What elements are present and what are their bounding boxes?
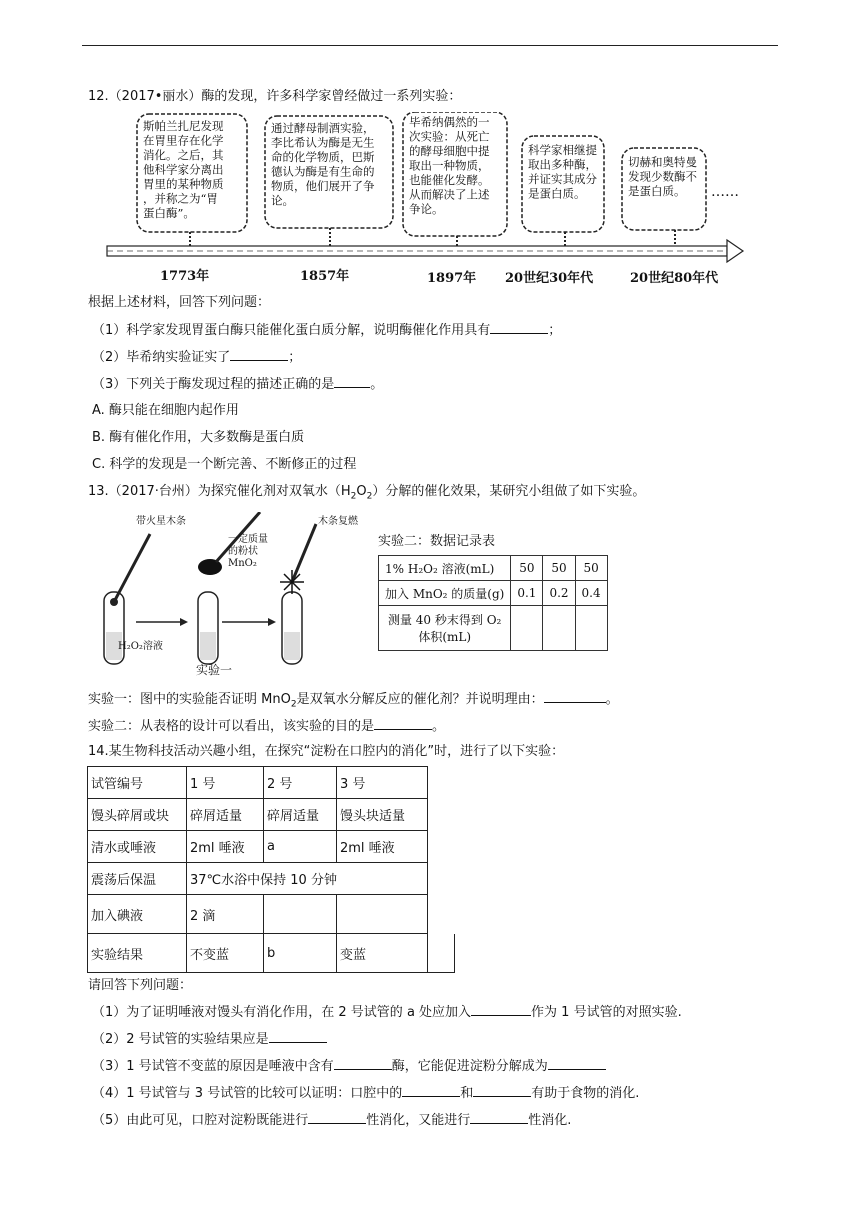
q14-sub5: （5）由此可见，口腔对淀粉既能进行 性消化，又能进行 性消化. xyxy=(92,1113,572,1128)
cell xyxy=(428,934,455,973)
label-mno2: 一定质量的粉状 MnO₂ xyxy=(228,534,268,569)
q12-intro: 根据上述材料，回答下列问题： xyxy=(88,295,271,310)
answer-blank[interactable] xyxy=(544,690,606,703)
q14-table xyxy=(87,766,455,973)
cell: 震荡后保温 xyxy=(88,863,187,895)
cell xyxy=(511,606,543,651)
answer-blank[interactable] xyxy=(490,321,548,334)
cell: 50 xyxy=(575,556,607,581)
year-1930s: 20世纪30年代 xyxy=(505,271,594,286)
q12-sub2: （2）毕希纳实验证实了 ； xyxy=(92,350,302,365)
timeline-ellipsis: …… xyxy=(711,184,739,200)
label-relit: 木条复燃 xyxy=(318,516,358,527)
year-1857: 1857年 xyxy=(300,269,350,284)
bubble-text-3: 毕希纳偶然的一次实验：从死亡的酵母细胞中提取出一种物质，也能催化发酵。从而解决了上述争论。 xyxy=(409,115,490,216)
answer-blank[interactable] xyxy=(230,348,288,361)
experiment-two-table-figure xyxy=(378,530,608,651)
cell: 碎屑适量 xyxy=(187,799,264,831)
cell xyxy=(264,895,337,934)
q14-sub2: （2）2 号试管的实验结果应是 xyxy=(92,1030,327,1049)
experiment-one-figure xyxy=(100,512,370,677)
cell: 清水或唾液 xyxy=(88,831,187,863)
q12-stem: 12.（2017•丽水）酶的发现，许多科学家曾经做过一系列实验： xyxy=(88,89,462,104)
data-record-table xyxy=(378,555,608,651)
answer-blank[interactable] xyxy=(548,1057,606,1070)
answer-blank[interactable] xyxy=(471,1003,531,1016)
flame-icon xyxy=(280,570,304,594)
cell xyxy=(543,606,575,651)
q13-stem: 13.（2017·台州）为探究催化剂对双氧水$(H_2O_2)$分解的催化效果，某研究小组做了如下实验。 xyxy=(88,484,646,502)
cell: 0.2 xyxy=(543,581,575,606)
cell: 50 xyxy=(543,556,575,581)
cell xyxy=(575,606,607,651)
timeline-arrowhead xyxy=(727,240,743,262)
row-label: 加入 MnO₂ 的质量(g) xyxy=(379,581,511,606)
header-rule xyxy=(82,45,778,46)
table-title: 实验二：数据记录表 xyxy=(378,534,496,549)
answer-blank[interactable] xyxy=(374,717,432,730)
q14-sub3: （3）1 号试管不变蓝的原因是唾液中含有 酶，它能促进淀粉分解成为 xyxy=(92,1057,606,1076)
glowing-splint-2 xyxy=(292,524,316,582)
year-1980s: 20世纪80年代 xyxy=(630,271,719,286)
q14-sub1: （1）为了证明唾液对馒头有消化作用，在 2 号试管的 a 处应加入 作为 1 号试管的对照实验. xyxy=(92,1005,682,1020)
cell: 加入碘液 xyxy=(88,895,187,934)
cell: 2 号 xyxy=(264,767,337,799)
q13-exp2: 实验二：从表格的设计可以看出，该实验的目的是 。 xyxy=(88,719,446,734)
cell: 37℃水浴中保持 10 分钟 xyxy=(187,863,428,895)
q12-option-c: C. 科学的发现是一个断完善、不断修正的过程 xyxy=(92,457,357,472)
bubble-text-4: 科学家相继提取出多种酶，并证实其成分是蛋白质。 xyxy=(528,143,597,201)
q12-option-a: A. 酶只能在细胞内起作用 xyxy=(92,403,239,418)
year-1773: 1773年 xyxy=(160,269,210,284)
row-label: 1% H₂O₂ 溶液(mL) xyxy=(379,556,511,581)
cell: b xyxy=(264,934,337,973)
answer-blank[interactable] xyxy=(402,1084,460,1097)
bubble-text-1: 斯帕兰扎尼发现在胃里存在化学消化。之后，其他科学家分离出胃里的某种物质，并称之为“胃蛋白酶”。 xyxy=(143,119,224,220)
cell: 实验结果 xyxy=(88,934,187,973)
cell: 2 滴 xyxy=(187,895,264,934)
answer-blank[interactable] xyxy=(334,375,370,388)
cell: 3 号 xyxy=(337,767,428,799)
answer-blank[interactable] xyxy=(334,1057,392,1070)
year-1897: 1897年 xyxy=(427,271,477,286)
bubble-text-5: 切赫和奥特曼发现少数酶不是蛋白质。 xyxy=(628,155,697,198)
cell: 1 号 xyxy=(187,767,264,799)
enzyme-timeline-figure xyxy=(105,112,745,292)
cell xyxy=(337,895,428,934)
label-h2o2: H₂O₂溶液 xyxy=(118,641,163,652)
cell: 馒头碎屑或块 xyxy=(88,799,187,831)
q13-exp1: 实验一：图中的实验能否证明 MnO$_2$是双氧水分解反应的催化剂？并说明理由： 。 xyxy=(88,692,619,710)
cell: 变蓝 xyxy=(337,934,428,973)
label-glowing-splint: 带火星木条 xyxy=(136,516,186,527)
q12-sub3: （3）下列关于酶发现过程的描述正确的是 。 xyxy=(92,377,384,392)
bubble-text-2: 通过酵母制酒实验，李比希认为酶是无生命的化学物质，巴斯德认为酶是有生命的物质，他们展开了争论。 xyxy=(271,121,375,208)
glowing-splint-1 xyxy=(114,534,150,602)
cell: 不变蓝 xyxy=(187,934,264,973)
q12-option-b: B. 酶有催化作用，大多数酶是蛋白质 xyxy=(92,430,305,445)
cell: 2ml 唾液 xyxy=(187,831,264,863)
q14-stem: 14.某生物科技活动兴趣小组，在探究“淀粉在口腔内的消化”时，进行了以下实验： xyxy=(88,744,565,759)
cell: 试管编号 xyxy=(88,767,187,799)
answer-blank[interactable] xyxy=(308,1111,366,1124)
cell: 50 xyxy=(511,556,543,581)
row-label: 测量 40 秒末得到 O₂ 体积(mL) xyxy=(379,606,511,651)
q14-sub4: （4）1 号试管与 3 号试管的比较可以证明：口腔中的 和 有助于食物的消化. xyxy=(92,1086,640,1101)
answer-blank[interactable] xyxy=(269,1030,327,1043)
cell: 馒头块适量 xyxy=(337,799,428,831)
cell: 0.1 xyxy=(511,581,543,606)
answer-blank[interactable] xyxy=(473,1084,531,1097)
cell: a xyxy=(264,831,337,863)
answer-blank[interactable] xyxy=(470,1111,528,1124)
q12-sub1: （1）科学家发现胃蛋白酶只能催化蛋白质分解，说明酶催化作用具有 ； xyxy=(92,323,562,338)
cell: 0.4 xyxy=(575,581,607,606)
figure-caption: 实验一 xyxy=(196,663,233,677)
q14-intro: 请回答下列问题： xyxy=(88,978,193,993)
cell: 2ml 唾液 xyxy=(337,831,428,863)
cell: 碎屑适量 xyxy=(264,799,337,831)
